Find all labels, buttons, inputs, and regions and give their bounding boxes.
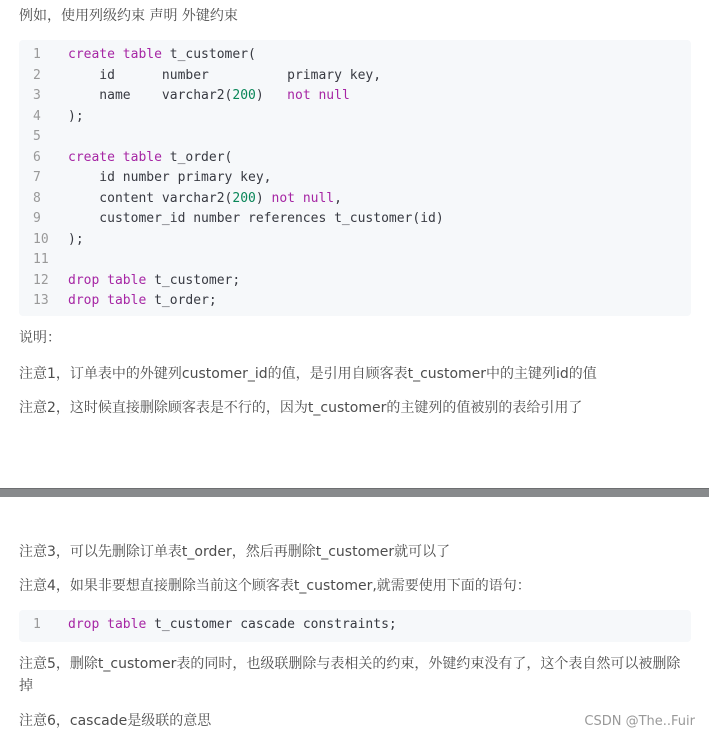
line-number: 10 <box>33 231 49 247</box>
code-line <box>19 189 691 210</box>
code-text <box>68 209 444 230</box>
code-token: ); <box>68 108 84 124</box>
code-line <box>19 209 691 230</box>
code-line <box>19 107 691 128</box>
code-line <box>19 148 691 169</box>
code-line <box>19 271 691 292</box>
code-text <box>68 45 256 66</box>
code-text <box>68 86 350 107</box>
code-line <box>19 168 691 189</box>
code-keyword: not null <box>271 190 335 206</box>
code-line <box>19 127 691 148</box>
line-number: 2 <box>33 67 41 83</box>
note-4: 注意4，如果非要想直接删除当前这个顾客表t_customer,就需要使用下面的语句： <box>19 578 531 594</box>
code-block-create-tables <box>19 40 691 316</box>
code-block-drop-cascade <box>19 610 691 642</box>
code-text <box>68 271 240 292</box>
note-5: 注意5，删除t_customer表的同时，也级联删除与表相关的约束，外键约束没有了，这个表自然可以被删除掉 <box>19 656 681 694</box>
line-number: 6 <box>33 149 41 165</box>
code-text <box>68 168 272 189</box>
code-token: id number primary key, <box>68 67 382 83</box>
line-number: 8 <box>33 190 41 206</box>
code-text <box>68 66 381 87</box>
line-number: 1 <box>33 617 41 632</box>
code-line <box>19 66 691 87</box>
code-line <box>19 250 691 271</box>
code-token: t_customer( <box>161 47 256 62</box>
code-keyword: drop table <box>68 617 147 632</box>
code-token: ) <box>255 190 272 206</box>
code-token: , <box>334 190 342 206</box>
explain-heading: 说明： <box>19 330 61 346</box>
code-keyword: drop table <box>68 272 147 288</box>
line-number: 11 <box>33 252 49 267</box>
page-divider <box>0 488 709 497</box>
code-keyword: not null <box>287 88 350 103</box>
code-token: content varchar2( <box>68 190 233 206</box>
code-text <box>68 230 84 251</box>
code-token: t_customer cascade constraints; <box>146 617 397 632</box>
line-number: 12 <box>33 272 49 288</box>
code-text <box>68 189 342 210</box>
line-number: 9 <box>33 211 41 226</box>
line-number: 1 <box>33 47 41 62</box>
code-token: t_order; <box>146 293 217 308</box>
line-number: 3 <box>33 88 41 103</box>
code-text <box>68 107 84 128</box>
code-token: customer_id number references t_customer(id) <box>68 211 444 226</box>
code-token: t_customer; <box>146 272 241 288</box>
code-line <box>19 230 691 251</box>
code-line <box>19 615 691 636</box>
line-number: 5 <box>33 129 41 144</box>
code-line <box>19 45 691 66</box>
code-text <box>68 615 397 636</box>
code-text <box>68 148 232 169</box>
csdn-watermark: CSDN @The..Fuir <box>584 714 695 729</box>
code-keyword: create table <box>68 47 162 62</box>
line-number: 4 <box>33 108 41 124</box>
code-line <box>19 291 691 312</box>
code-token: ); <box>68 231 84 247</box>
note-2: 注意2，这时候直接删除顾客表是不行的，因为t_customer的主键列的值被别的表给引用了 <box>19 400 583 416</box>
line-number: 13 <box>33 293 49 308</box>
code-token: 200 <box>232 88 256 103</box>
code-keyword: create table <box>68 149 162 165</box>
code-text <box>68 291 217 312</box>
code-keyword: drop table <box>68 293 147 308</box>
intro-text: 例如，使用列级约束 声明 外键约束 <box>19 8 238 24</box>
note-1: 注意1，订单表中的外键列customer_id的值，是引用自顾客表t_customer中的主键列id的值 <box>19 366 597 382</box>
note-3: 注意3，可以先删除订单表t_order，然后再删除t_customer就可以了 <box>19 544 451 560</box>
code-token: id number primary key, <box>68 170 272 185</box>
code-token: 200 <box>232 190 256 206</box>
line-number: 7 <box>33 170 41 185</box>
code-token: ) <box>255 88 288 103</box>
code-token: name varchar2( <box>68 88 233 103</box>
code-token: t_order( <box>161 149 233 165</box>
code-line <box>19 86 691 107</box>
note-6: 注意6，cascade是级联的意思 <box>19 713 212 729</box>
